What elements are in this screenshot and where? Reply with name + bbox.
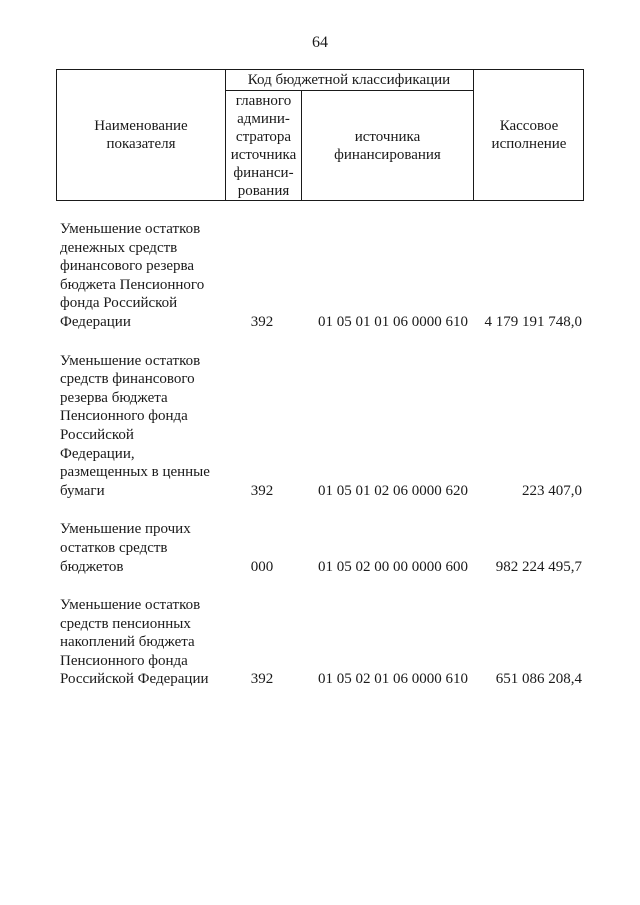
row-source-code: 01 05 01 01 06 0000 610: [318, 313, 468, 330]
page-number: 64: [312, 34, 328, 51]
row-name: Уменьшение остатков денежных средств финансового резерва бюджета Пенсионного фонда Российской Федерации: [60, 221, 205, 330]
header-group-title: Код бюджетной классификации: [247, 72, 451, 88]
header-name-column: Наименование показателя: [94, 118, 188, 152]
table-row: [56, 596, 584, 689]
row-amount: 982 224 495,7: [495, 558, 582, 575]
row-source-code: 01 05 02 01 06 0000 610: [318, 671, 468, 688]
header-admin-column: главного админи-стратора источника финанси-рования: [230, 92, 297, 199]
row-name: Уменьшение остатков средств пенсионных накоплений бюджета Пенсионного фонда Российской Федерации: [60, 597, 209, 688]
row-admin-code: 392: [250, 482, 274, 499]
row-source-code: 01 05 01 02 06 0000 620: [318, 482, 468, 499]
table-header: [56, 69, 584, 201]
row-amount: 4 179 191 748,0: [484, 313, 582, 330]
table-row: [56, 220, 584, 332]
table-row: [56, 352, 584, 501]
table-body: [56, 220, 584, 709]
row-admin-code: 392: [250, 671, 274, 688]
row-source-code: 01 05 02 00 00 0000 600: [318, 558, 468, 575]
header-amount-column: Кассовое исполнение: [491, 118, 567, 152]
header-source-column: источника финансирования: [334, 128, 441, 163]
row-name: Уменьшение остатков средств финансового резерва бюджета Пенсионного фонда Российской Федерации, размещенных в ценные бумаги: [60, 352, 210, 499]
row-amount: 223 407,0: [522, 482, 582, 499]
row-amount: 651 086 208,4: [495, 671, 582, 688]
row-admin-code: 000: [250, 558, 274, 575]
table-row: [56, 520, 584, 576]
row-name: Уменьшение прочих остатков средств бюджетов: [60, 521, 191, 575]
row-admin-code: 392: [250, 313, 274, 330]
